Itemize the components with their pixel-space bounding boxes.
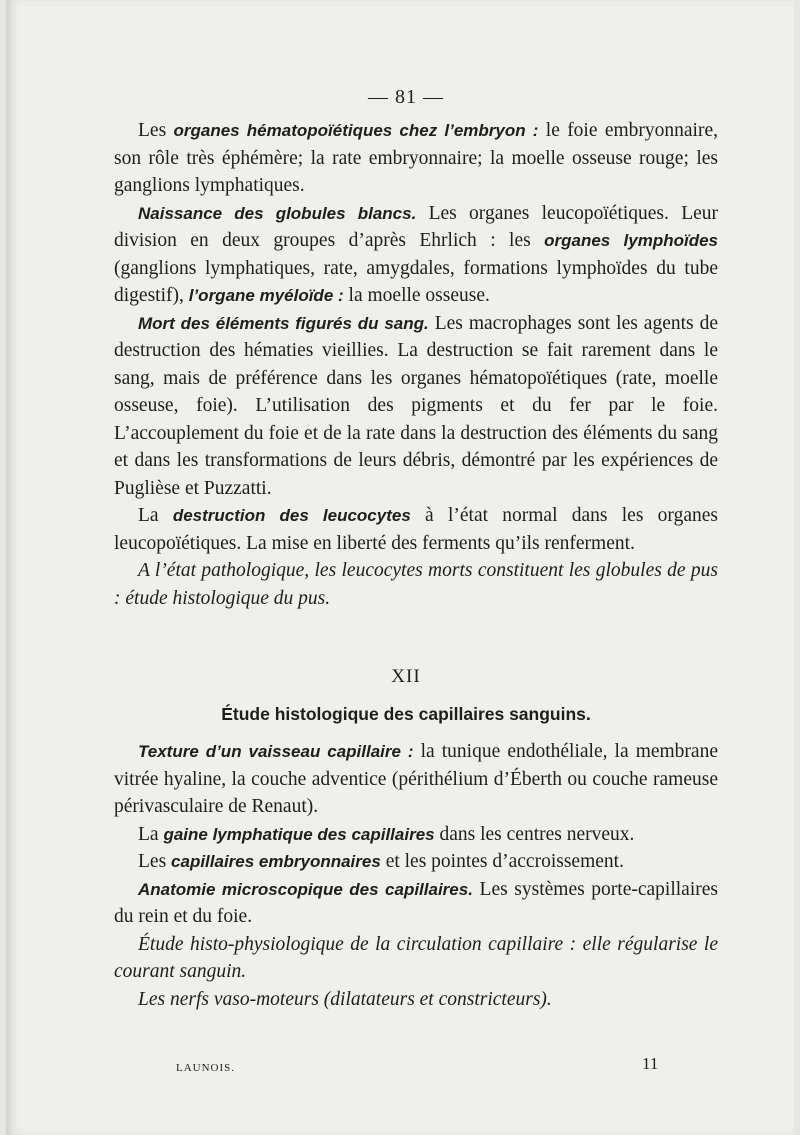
paragraph-white-cells <box>114 200 718 310</box>
text-run: La <box>138 823 164 845</box>
emphasis-term: capillaires embryonnaires <box>171 852 381 871</box>
text-block-organs <box>114 117 718 612</box>
paragraph-lymph-sheath <box>114 821 718 849</box>
section-title: Étude histologique des capillaires sanguins. <box>221 704 591 724</box>
text-block-capillaries <box>114 738 718 1013</box>
emphasis-term: organes lymphoïdes <box>544 231 718 250</box>
text-run: la tunique endothéliale, la membrane vitrée hyaline, la couche adventice (périthélium d’Éberth ou couche rameuse périvasculaire de Renaut). <box>114 741 718 817</box>
text-run: (ganglions lymphatiques, rate, amygdales, formations lymphoïdes du tube digestif), <box>114 257 718 306</box>
section-number: XII <box>391 666 421 687</box>
paragraph-death-elements <box>114 310 718 503</box>
paragraph-capillary-texture <box>114 738 718 821</box>
text-run: à l’état normal dans les organes leucopoïétiques. La mise en liberté des ferments qu’ils renferment. <box>114 505 718 554</box>
text-run: Les macrophages sont les agents de destruction des hématies vieillies. La destruction se fait rarement dans le sang, mais de préférence dans les organes hématopoïétiques (rate, moelle osseuse, foie). L’utilisation des pigments et du fer par le foie. L’accouplement du foie et de la rate dans la destruction des éléments du sang et dans les transformations de leurs débris, démontré par les expériences de Puglièse et Puzzatti. <box>114 312 719 499</box>
emphasis-term: organes hématopoïétiques chez l’embryon : <box>173 121 539 140</box>
text-run: Les <box>138 120 174 141</box>
emphasis-term: destruction des leucocytes <box>172 506 411 525</box>
text-run: Les organes leucopoïétiques. Leur division en deux groupes d’après Ehrlich : les <box>114 202 719 251</box>
footer-author: LAUNOIS. <box>176 1062 236 1074</box>
text-run: et les pointes d’accroissement. <box>380 851 624 872</box>
emphasis-term: Mort des éléments figurés du sang. <box>138 313 429 333</box>
paragraph-circulation: Étude histo-physiologique de la circulation capillaire : elle régularise le courant sanguin. <box>114 933 718 982</box>
paragraph-vasomotor-nerves: Les nerfs vaso-moteurs (dilatateurs et constricteurs). <box>138 988 552 1010</box>
document-page <box>6 0 794 1135</box>
page-number: — 81 — <box>368 86 444 108</box>
text-run: Les <box>138 851 172 872</box>
footer-signature: 11 <box>642 1054 659 1073</box>
paragraph-embryo-organs <box>114 117 718 200</box>
text-run: La <box>138 505 173 526</box>
text-run: Les systèmes porte-capillaires du rein et du foie. <box>114 878 718 927</box>
text-run: dans les centres nerveux. <box>434 823 635 845</box>
emphasis-term: gaine lymphatique des capillaires <box>163 824 435 844</box>
text-run: la moelle osseuse. <box>343 285 490 306</box>
paragraph-leucocyte-destruction <box>114 502 718 557</box>
emphasis-term: l’organe myéloïde : <box>188 286 344 305</box>
paragraph-pathology: A l’état pathologique, les leucocytes morts constituent les globules de pus : étude histologique du pus. <box>114 560 718 609</box>
emphasis-term: Texture d’un vaisseau capillaire : <box>138 742 414 761</box>
paragraph-embryo-capillaries <box>114 848 718 876</box>
paragraph-microscopic-anatomy <box>114 876 718 931</box>
emphasis-term: Naissance des globules blancs. <box>138 203 417 223</box>
text-run: le foie embryonnaire, son rôle très éphémère; la rate embryonnaire; la moelle osseuse rouge; les ganglions lymphatiques. <box>114 120 718 196</box>
emphasis-term: Anatomie microscopique des capillaires. <box>138 879 473 899</box>
